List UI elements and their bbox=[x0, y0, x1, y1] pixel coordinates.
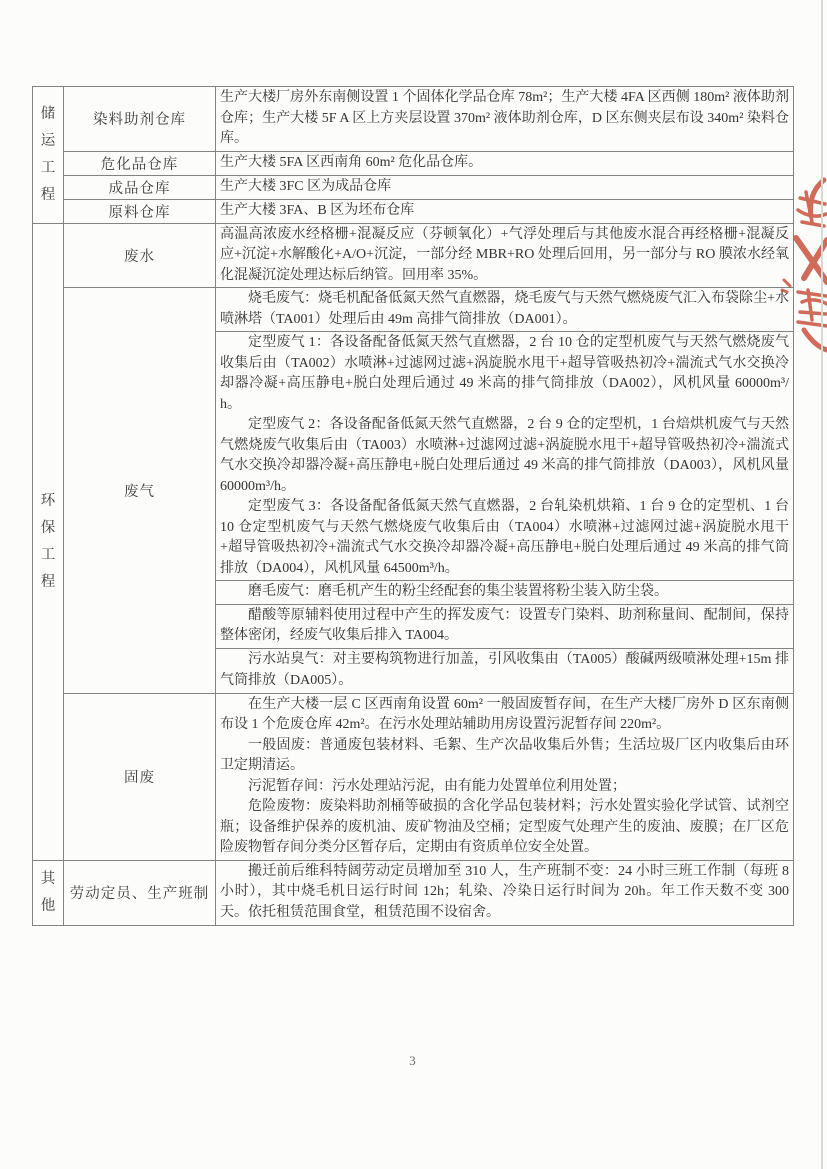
row-label-staffing-shift: 劳动定员、生产班制 bbox=[64, 860, 216, 925]
paragraph: 高温高浓废水经格栅+混凝反应（芬顿氧化）+气浮处理后与其他废水混合再经格栅+混凝反应+沉淀+水解酸化+A/O+沉淀，一部分经 MBR+RO 处理后回用，另一部分与 RO 膜浓水经氧化混凝沉淀处理达标后纳管。回用率 35%。 bbox=[220, 226, 789, 283]
cell-finished-goods-warehouse bbox=[216, 175, 794, 199]
row-label-hazchem-warehouse: 危化品仓库 bbox=[64, 151, 216, 175]
category-label-other: 其他 bbox=[40, 870, 56, 914]
paragraph: 生产大楼 3FA、B 区为坯布仓库 bbox=[220, 202, 415, 218]
cell-solid-waste bbox=[216, 693, 794, 860]
paragraph: 醋酸等原辅料使用过程中产生的挥发废气：设置专门染料、助剂称量间、配制间，保持整体密闭，经废气收集后排入 TA004。 bbox=[220, 607, 789, 643]
cell-raw-material-warehouse bbox=[216, 199, 794, 223]
row-label-wastewater: 废水 bbox=[64, 223, 216, 288]
paragraph: 搬迁前后维科特阔劳动定员增加至 310 人，生产班制不变：24 小时三班工作制（每班 8 小时），其中烧毛机日运行时间 12h；轧染、冷染日运行时间为 20h。年工作天数不变 300 天。依托租赁范围食堂，租赁范围不设宿舍。 bbox=[220, 863, 789, 920]
paragraph: 定型废气 1：各设备配备低氮天然气直燃器，2 台 10 仓的定型机废气与天然气燃烧废气收集后由（TA002）水喷淋+过滤网过滤+涡旋脱水甩干+超导管吸热初冷+湍流式气水交换冷却器冷凝+高压静电+脱白处理后通过 49 米高的排气筒排放（DA002），风机风量 60000m³/h。 bbox=[220, 335, 789, 412]
cell-sanding-gas bbox=[216, 581, 794, 605]
table-row bbox=[33, 223, 794, 288]
table-row bbox=[33, 151, 794, 175]
cell-wastewater bbox=[216, 223, 794, 288]
paragraph: 生产大楼 3FC 区为成品仓库 bbox=[220, 178, 392, 194]
paragraph: 污水站臭气：对主要构筑物进行加盖，引风收集由（TA005）酸碱两级喷淋处理+15m 排气筒排放（DA005）。 bbox=[220, 652, 789, 688]
cell-acetic-acid-gas bbox=[216, 604, 794, 648]
paragraph: 一般固废：普通废包装材料、毛絮、生产次品收集后外售；生活垃圾厂区内收集后由环卫定期清运。 bbox=[220, 737, 789, 773]
paragraph: 烧毛废气：烧毛机配备低氮天然气直燃器，烧毛废气与天然气燃烧废气汇入布袋除尘+水喷淋塔（TA001）处理后由 49m 高排气筒排放（DA001）。 bbox=[220, 291, 789, 327]
paragraph: 生产大楼 5FA 区西南角 60m² 危化品仓库。 bbox=[220, 154, 483, 170]
cell-staffing-shift bbox=[216, 860, 794, 925]
project-overview-table bbox=[32, 86, 794, 926]
page-number: 3 bbox=[409, 1053, 416, 1068]
table-row bbox=[33, 288, 794, 332]
category-cell-environment bbox=[33, 223, 64, 860]
table-row bbox=[33, 87, 794, 152]
cell-singeing-gas bbox=[216, 288, 794, 332]
paragraph: 在生产大楼一层 C 区西南角设置 60m² 一般固废暂存间，在生产大楼厂房外 D 区东南侧布设 1 个危废仓库 42m²。在污水处理站辅助用房设置污泥暂存间 220m²。 bbox=[220, 696, 789, 732]
paragraph: 磨毛废气：磨毛机产生的粉尘经配套的集尘装置将粉尘装入防尘袋。 bbox=[248, 584, 668, 599]
cell-sewage-odor bbox=[216, 648, 794, 693]
row-label-waste-gas: 废气 bbox=[64, 288, 216, 694]
category-label-environment: 环保工程 bbox=[40, 492, 56, 590]
table-row bbox=[33, 693, 794, 860]
category-cell-storage bbox=[33, 87, 64, 224]
cell-setting-gas bbox=[216, 332, 794, 581]
table-row bbox=[33, 860, 794, 925]
table-row bbox=[33, 175, 794, 199]
table-row bbox=[33, 199, 794, 223]
paragraph: 定型废气 2：各设备配备低氮天然气直燃器，2 台 9 仓的定型机，1 台焙烘机废气与天然气燃烧废气收集后由（TA003）水喷淋+过滤网过滤+涡旋脱水甩干+超导管吸热初冷+湍流式气水交换冷却器冷凝+高压静电+脱白处理后通过 49 米高的排气筒排放（DA003），风机风量 60000m³/h。 bbox=[220, 417, 789, 494]
paragraph: 污泥暂存间：污水处理站污泥，由有能力处置单位利用处置； bbox=[248, 778, 626, 794]
paragraph: 生产大楼厂房外东南侧设置 1 个固体化学品仓库 78m²；生产大楼 4FA 区西侧 180m² 液体助剂仓库；生产大楼 5F A 区上方夹层设置 370m² 液体助剂仓库，D 区东侧夹层布设 340m² 染料仓库。 bbox=[220, 90, 789, 146]
row-label-solid-waste: 固废 bbox=[64, 693, 216, 860]
page-scan-edge bbox=[821, 0, 823, 1169]
paragraph: 定型废气 3：各设备配备低氮天然气直燃器，2 台轧染机烘箱、1 台 9 仓的定型机、1 台 10 仓定型机废气与天然气燃烧废气收集后由（TA004）水喷淋+过滤网过滤+涡旋脱水甩干+超导管吸热初冷+湍流式气水交换冷却器冷凝+高压静电+脱白处理后通过 49 米高的排气筒排放（DA004），风机风量 64500m³/h。 bbox=[220, 499, 789, 576]
cell-dye-auxiliary-warehouse bbox=[216, 87, 794, 152]
row-label-raw-material-warehouse: 原料仓库 bbox=[64, 199, 216, 223]
category-label-storage: 储运工程 bbox=[40, 105, 56, 203]
row-label-dye-auxiliary-warehouse: 染料助剂仓库 bbox=[64, 87, 216, 152]
cell-hazchem-warehouse bbox=[216, 151, 794, 175]
paragraph: 危险废物：废染料助剂桶等破损的含化学品包装材料；污水处置实验化学试管、试剂空瓶；设备维护保养的废机油、废矿物油及空桶；定型废气处理产生的废油、废膜；在厂区危险废物暂存间分类分区暂存后，定期由有资质单位安全处置。 bbox=[220, 799, 789, 855]
category-cell-other bbox=[33, 860, 64, 925]
row-label-finished-goods-warehouse: 成品仓库 bbox=[64, 175, 216, 199]
